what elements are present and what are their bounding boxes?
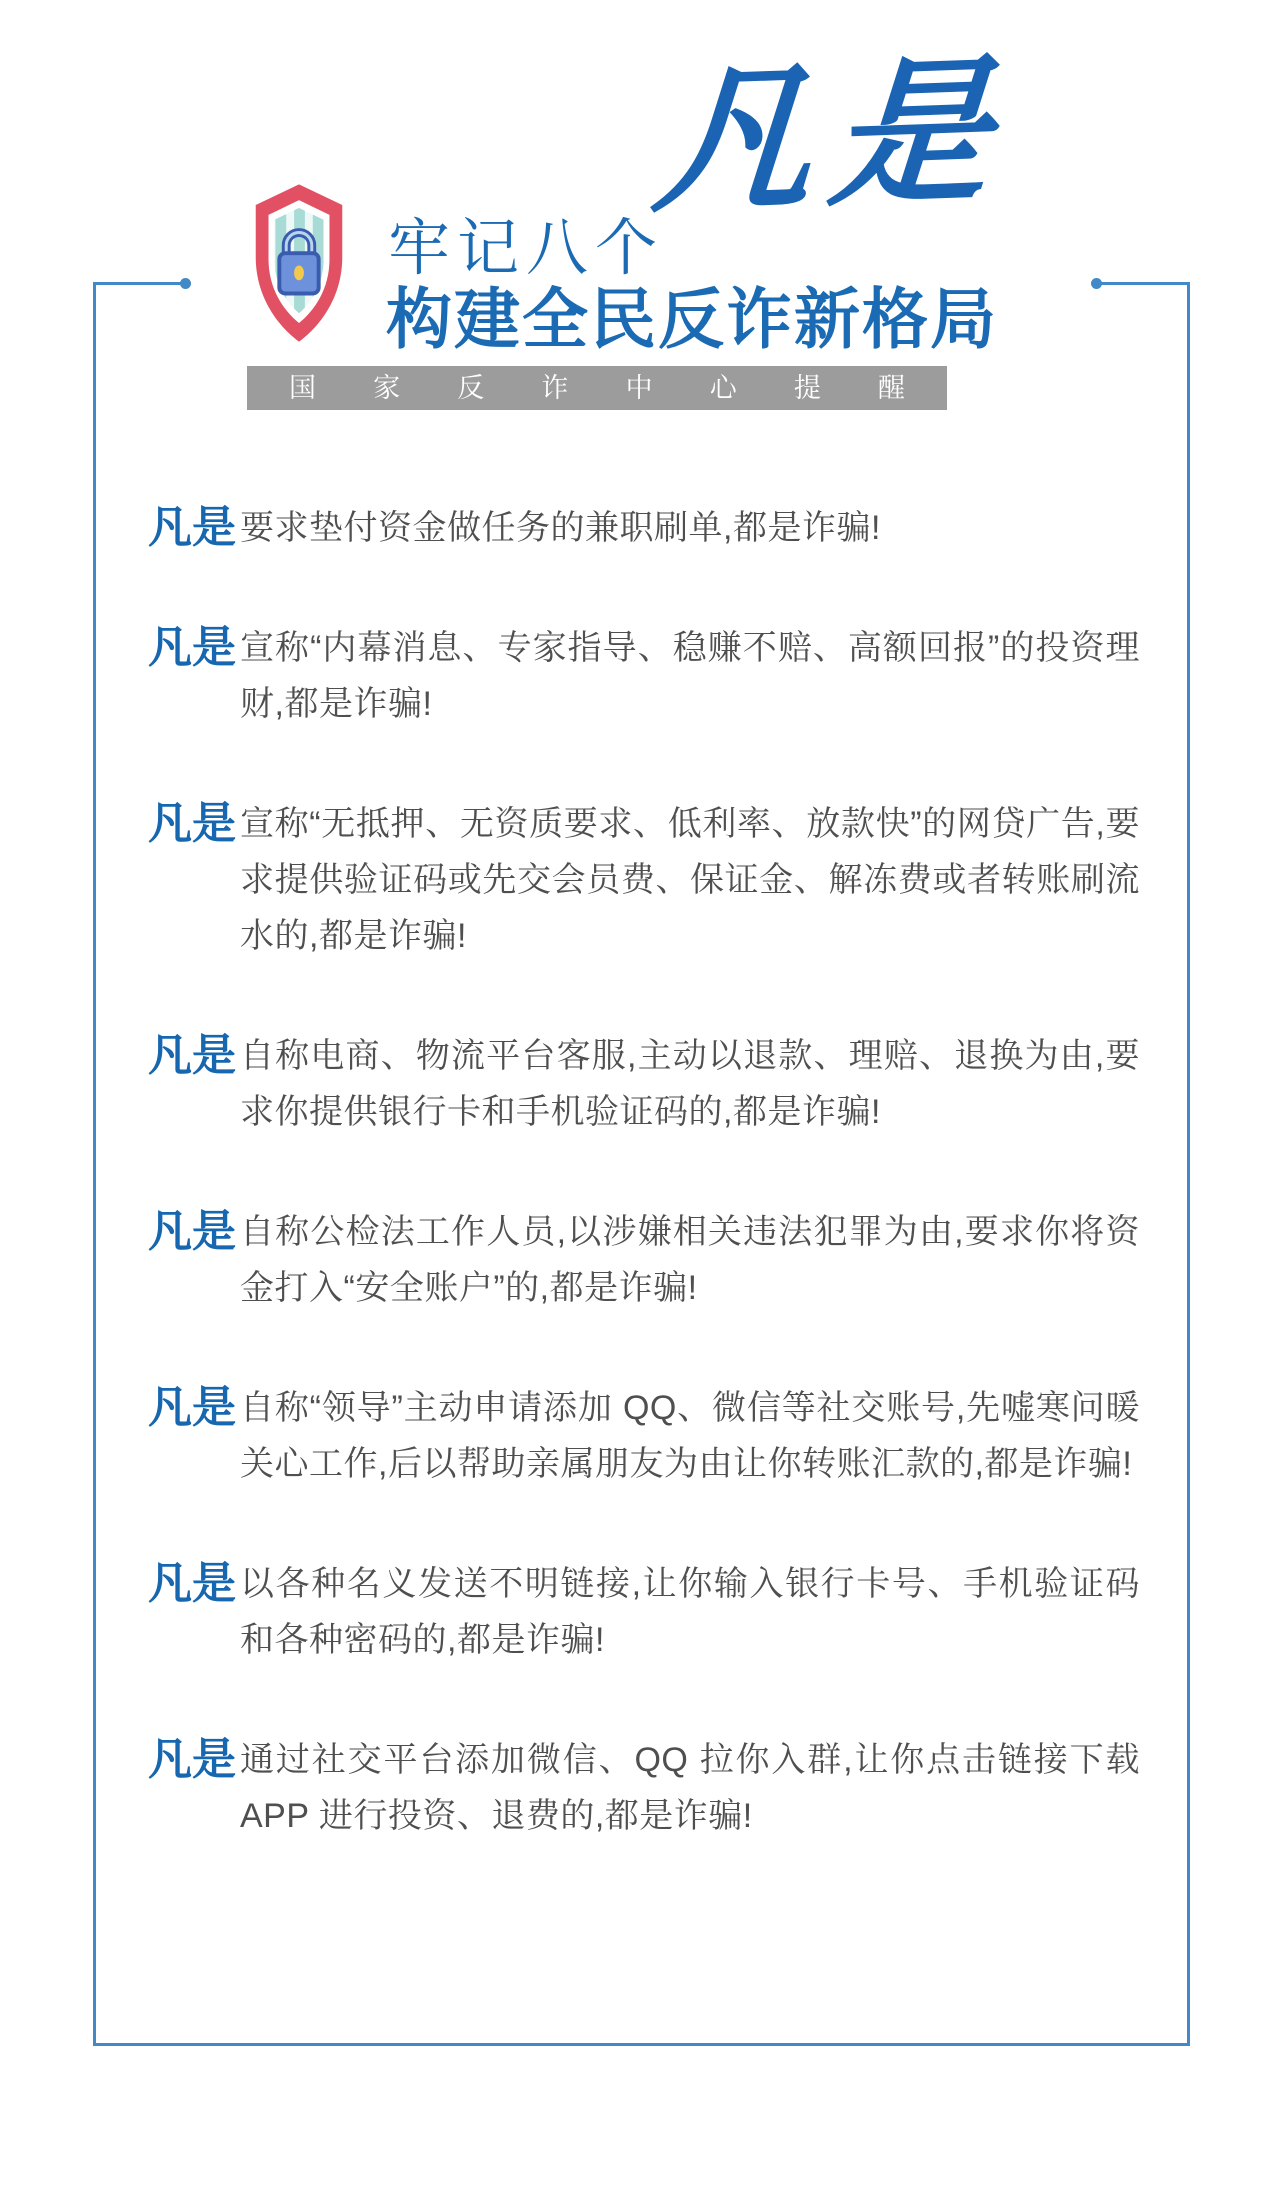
fanshi-item-6 [148,1380,1143,1492]
shield-lock-icon [240,180,358,353]
fanshi-text: 通过社交平台添加微信、QQ 拉你入群,让你点击链接下载 APP 进行投资、退费的,都是诈骗! [240,1741,1140,1835]
fanshi-label: 凡是 [148,1031,236,1080]
fanshi-item-4 [148,1028,1143,1140]
fanshi-item-5 [148,1204,1143,1316]
fanshi-text: 宣称“内幕消息、专家指导、稳赚不赔、高额回报”的投资理财,都是诈骗! [240,629,1140,723]
ribbon-char: 家 [373,372,401,403]
fanshi-text: 以各种名义发送不明链接,让你输入银行卡号、手机验证码和各种密码的,都是诈骗! [240,1565,1140,1659]
title-subtitle: 构建全民反诈新格局 [386,282,998,356]
fanshi-item-1 [148,500,1143,556]
fanshi-item-3 [148,796,1143,964]
fanshi-label: 凡是 [148,1559,236,1608]
fanshi-label: 凡是 [148,1207,236,1256]
fanshi-label: 凡是 [148,1735,236,1784]
fanshi-label: 凡是 [148,623,236,672]
frame-dot-left [180,278,191,289]
fanshi-text: 自称电商、物流平台客服,主动以退款、理赔、退换为由,要求你提供银行卡和手机验证码的,都是诈骗! [240,1037,1140,1131]
frame-top-arm-left [93,282,185,285]
fanshi-label: 凡是 [148,503,236,552]
fanshi-text: 自称“领导”主动申请添加 QQ、微信等社交账号,先嘘寒问暖关心工作,后以帮助亲属朋友为由让你转账汇款的,都是诈骗! [240,1389,1140,1483]
frame-dot-right [1091,278,1102,289]
fanshi-item-2 [148,620,1143,732]
fanshi-list [148,500,1143,1908]
fanshi-text: 自称公检法工作人员,以涉嫌相关违法犯罪为由,要求你将资金打入“安全账户”的,都是诈骗! [240,1213,1140,1307]
fanshi-text: 宣称“无抵押、无资质要求、低利率、放款快”的网贷广告,要求提供验证码或先交会员费、保证金、解冻费或者转账刷流水的,都是诈骗! [240,805,1140,955]
ribbon-char: 醒 [877,372,905,403]
ribbon-char: 诈 [541,372,569,403]
fanshi-text: 要求垫付资金做任务的兼职刷单,都是诈骗! [240,509,881,547]
ribbon-char: 反 [457,372,485,403]
frame-border-left [93,282,96,2046]
ribbon-char: 中 [625,372,653,403]
ribbon-char: 提 [793,372,821,403]
fanshi-label: 凡是 [148,1383,236,1432]
title-prefix: 牢记八个 [388,214,665,283]
frame-border-right [1187,282,1190,2046]
ribbon-char: 心 [709,372,737,403]
fanshi-item-8 [148,1732,1143,1844]
fanshi-item-7 [148,1556,1143,1668]
fanshi-label: 凡是 [148,799,236,848]
ribbon-char: 国 [289,372,316,403]
ribbon-national-anti-fraud-center [247,366,947,410]
frame-border-bottom [93,2043,1190,2046]
title-brush-fanshi: 凡是 [648,42,1014,232]
frame-top-arm-right [1098,282,1190,285]
